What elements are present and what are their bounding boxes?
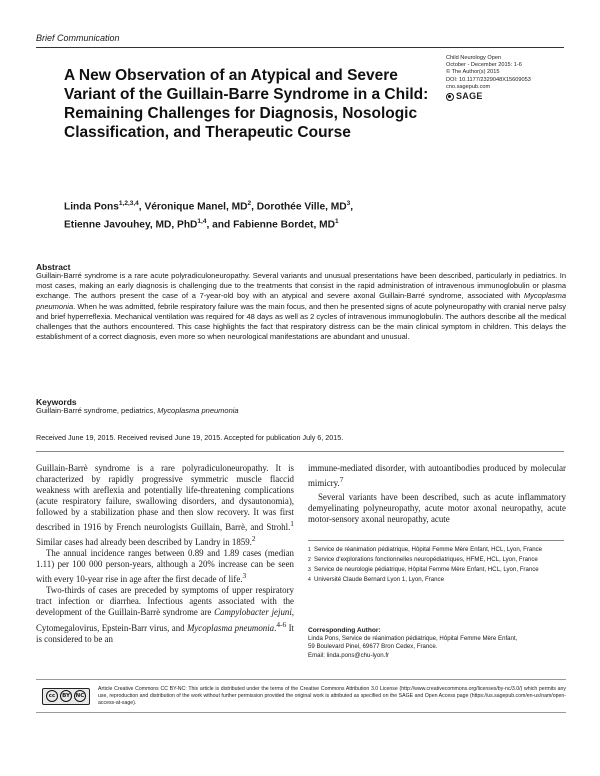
text-run: The annual incidence ranges between 0.89 and 1.89 cases (median 1.11) per 100 000 person-years, although a 20% increase can be seen with every 10-year rise in age after the first decade of life. <box>36 548 294 585</box>
affiliation-num: 3 <box>308 567 311 573</box>
footnote-rule <box>308 540 564 541</box>
author-sep: , <box>138 201 145 213</box>
affiliation-text: Université Claude Bernard Lyon 1, Lyon, France <box>314 576 444 583</box>
affiliation-num: 2 <box>308 557 311 563</box>
license-text: Article Creative Commons CC BY-NC: This article is distributed under the terms of the Creative Commons Attribution 3.0 License (http://www.creativecommons.org/licenses/by-nc/3.0/) which permits any use, reproduction and distribution of the work without further permission provided the original work is attributed as specified on the SAGE and Open Access page (https://us.sagepub.com/en-us/nam/open-access-at-sage). <box>98 685 566 706</box>
author-affil: 1 <box>334 218 339 226</box>
body-paragraph <box>36 548 294 585</box>
author-affil: 2 <box>247 200 252 207</box>
affiliation-text: Service de neurologie pédiatrique, Hôpital Femme Mère Enfant, HCL, Lyon, France <box>314 566 539 573</box>
author: Véronique Manel, MD <box>144 201 248 213</box>
body-column-left <box>36 463 294 645</box>
organism-name: Campylobacter jejuni <box>214 607 292 618</box>
author: Dorothée Ville, MD <box>256 201 347 213</box>
abstract-text <box>36 271 566 342</box>
affiliation-item <box>308 546 566 554</box>
cc-icon: cc <box>46 690 58 702</box>
author-affil: 1,2,3,4 <box>118 200 139 207</box>
corresponding-author <box>308 627 566 660</box>
text-run: Similar cases had already been described by Landry in 1859. <box>36 537 252 548</box>
doi[interactable]: DOI: 10.1177/2329048X15609053 <box>446 76 531 83</box>
abstract-part: . When he was admitted, febrile respiratory failure was the main focus, and then he presented signs of acute polyneuropathy with cranial nerve palsy and brief hyperreflexia. Mechanical ventilation was required for 48 days as well as 2 cycles of intravenous immunoglobulin. The authors describe all the medical challenges that the authors encountered. This case highlights the fact that respiratory distress can be the main clinical symptom in children. This delays the establishment of a correct diagnosis, even more so when neurological manifestations are abundant and unusual. <box>36 301 566 342</box>
header-rule <box>36 47 564 48</box>
author: Linda Pons <box>64 201 119 213</box>
journal-info <box>446 55 576 101</box>
body-column-right <box>308 463 566 525</box>
corresponding-line: Linda Pons, Service de réanimation pédiatrique, Hôpital Femme Mère Enfant, <box>308 635 518 643</box>
author-sep: , <box>350 201 354 213</box>
citation-ref[interactable]: 7 <box>339 475 344 485</box>
corresponding-heading: Corresponding Author: <box>308 627 381 634</box>
citation-ref[interactable]: 3 <box>242 571 247 581</box>
publisher-name: SAGE <box>456 91 483 102</box>
author-sep: , and <box>206 219 234 231</box>
corresponding-line: 59 Boulevard Pinel, 69677 Bron Cedex, France. <box>308 643 438 651</box>
affiliation-item <box>308 576 566 584</box>
author-affil: 1,4 <box>197 218 207 226</box>
keywords-heading: Keywords <box>36 397 77 407</box>
nc-icon: NC <box>74 690 86 702</box>
journal-issue: October - December 2015: 1-6 <box>446 62 522 69</box>
corresponding-email[interactable]: Email: linda.pons@chu-lyon.fr <box>308 651 390 659</box>
journal-url[interactable]: cno.sagepub.com <box>446 83 491 90</box>
text-run: , Cytomegalovirus, Epstein-Barr virus, and <box>36 607 294 633</box>
body-paragraph <box>36 463 294 548</box>
affiliation-num: 1 <box>308 547 311 553</box>
section-divider <box>36 451 564 452</box>
body-paragraph: Several variants have been described, such as acute inflammatory demyelinating polyneuropathy, acute motor axonal neuropathy, acute motor-sensory axonal neuropathy, acute <box>308 492 566 525</box>
abstract-part: Guillain-Barré syndrome is a rare acute polyradiculoneuropathy. Several variants and unusual presentations have been described, particularly in pediatrics. In most cases, making an early diagnosis is challenging due to the treatments that consist in the rapid administration of intravenous immunoglobulin or plasma exchange. The authors present the case of a 7-year-old boy with an atypical and severe axonal Guillain-Barré syndrome, associated with <box>36 271 566 301</box>
body-paragraph <box>308 463 566 489</box>
license-box <box>36 679 566 713</box>
author-list <box>64 196 484 233</box>
author: Etienne Javouhey, MD, PhD <box>64 219 198 231</box>
affiliation-item <box>308 556 566 564</box>
author-affil: 3 <box>346 200 351 207</box>
affiliation-num: 4 <box>308 577 311 583</box>
article-title: A New Observation of an Atypical and Severe Variant of the Guillain-Barre Syndrome in a Child: Remaining Challenges for Diagnosis, Nosologic Classification, and Therapeutic Course <box>64 67 429 141</box>
section-label: Brief Communication <box>36 33 120 43</box>
author-sep: , <box>251 201 257 213</box>
sage-logo-icon <box>446 93 454 101</box>
keywords-text <box>36 406 239 415</box>
received-dates: Received June 19, 2015. Received revised June 19, 2015. Accepted for publication July 6, 2015. <box>36 433 344 442</box>
organism-name: Mycoplasma pneumonia <box>186 622 275 633</box>
abstract-heading: Abstract <box>36 262 71 272</box>
text-run: immune-mediated disorder, with autoantibodies produced by molecular mimicry. <box>308 463 566 489</box>
body-paragraph <box>36 585 294 644</box>
abstract-organism: Mycoplasma pneumonia <box>36 291 566 311</box>
journal-name: Child Neurology Open <box>446 55 502 61</box>
by-icon: BY <box>60 690 72 702</box>
text-run: . <box>274 622 277 633</box>
affiliations <box>308 546 566 586</box>
affiliation-item <box>308 566 566 574</box>
text-run: It is considered to be an <box>36 622 295 644</box>
text-run: Two-thirds of cases are preceded by symptoms of upper respiratory tract infection or diarrhea. Infectious agents associated with the development of the Guillain-Barrè syndrome are <box>36 585 294 618</box>
cc-license-badge[interactable] <box>42 688 90 705</box>
author: Fabienne Bordet, MD <box>233 219 335 231</box>
citation-ref[interactable]: 2 <box>251 534 256 544</box>
publisher-logo <box>446 93 576 101</box>
keywords-plain: Guillain-Barré syndrome, pediatrics, <box>36 406 158 415</box>
citation-ref[interactable]: 1 <box>290 519 294 529</box>
keywords-italic: Mycoplasma pneumonia <box>157 406 239 415</box>
affiliation-text: Service d'explorations fonctionnelles neuropédiatriques, HFME, HCL, Lyon, France <box>314 556 538 563</box>
citation-ref[interactable]: 4-6 <box>276 619 287 629</box>
text-run: Guillain-Barrè syndrome is a rare polyradiculoneuropathy. It is characterized by rapidly progressive symmetric muscle flaccid weakness with areflexia and potentially life-threatening complications (acute respiratory failure, swallowing disorders, and dysautonomia), followed by a stabilization phase and then slow recovery. It was first described in 1916 by French neurologists Guillain, Barrè, and Strohl. <box>36 463 294 533</box>
affiliation-text: Service de réanimation pédiatrique, Hôpital Femme Mère Enfant, HCL, Lyon, France <box>314 546 543 553</box>
copyright: © The Author(s) 2015 <box>446 69 500 76</box>
